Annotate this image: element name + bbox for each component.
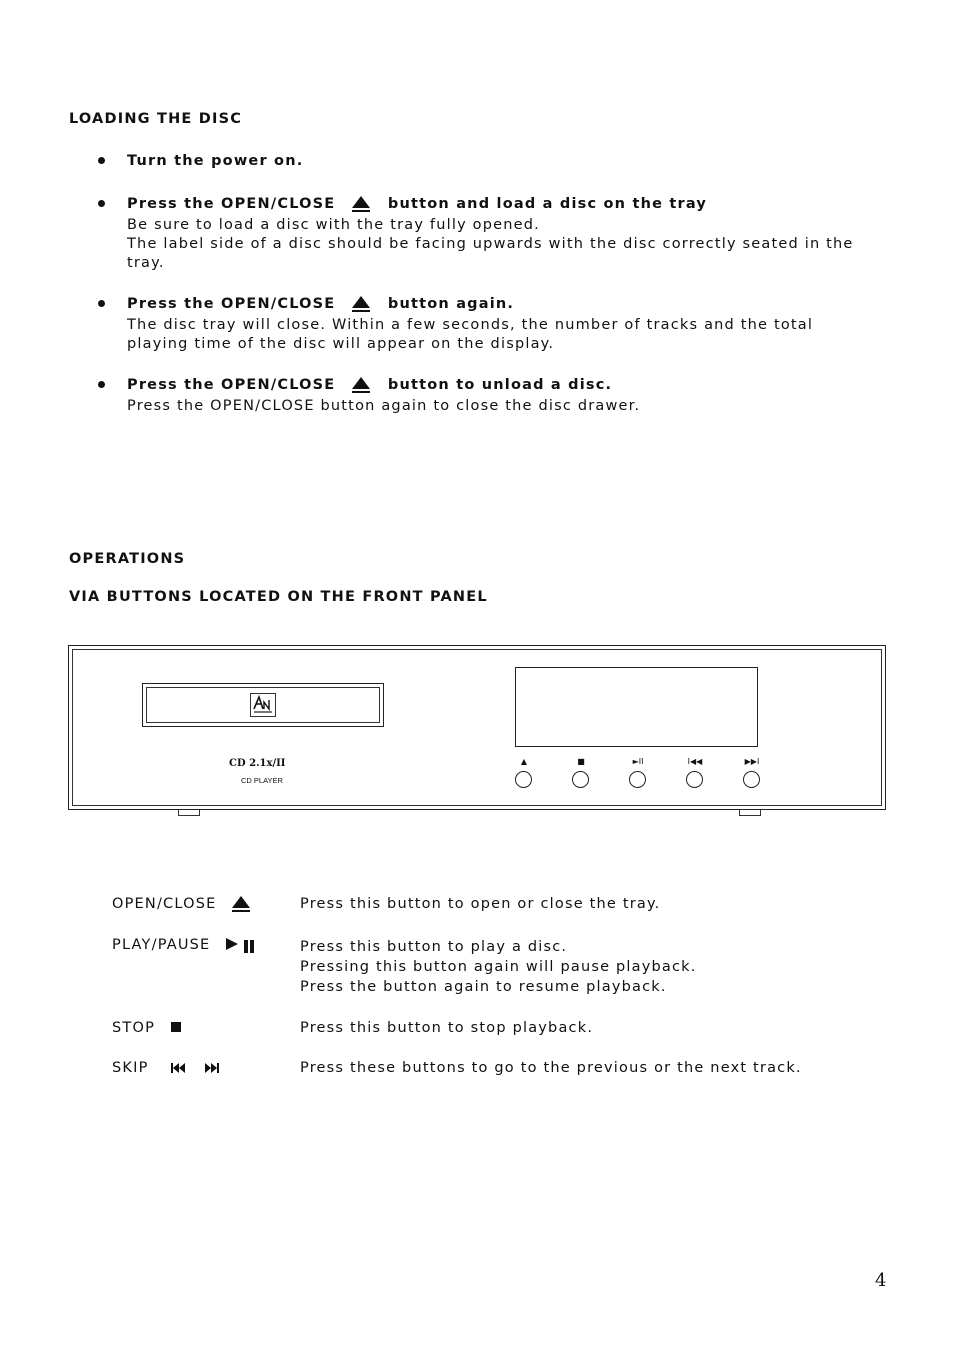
panel-stop-button: [572, 771, 589, 788]
panel-eject-button: [515, 771, 532, 788]
section-heading-loading: LOADING THE DISC: [69, 111, 243, 127]
button-description: [300, 896, 661, 912]
model-label: CD 2.1x/II: [229, 758, 286, 769]
brand-logo: [250, 693, 276, 717]
disc-tray: [142, 683, 384, 727]
button-label-skip: [112, 1060, 220, 1076]
panel-next-button: [743, 771, 760, 788]
button-label-open-close: [112, 896, 250, 912]
instruction-title-pre: Press the OPEN/CLOSE: [127, 296, 336, 312]
body-line: Press the OPEN/CLOSE button again to close the disc drawer.: [127, 398, 641, 414]
section-subheading: VIA BUTTONS LOCATED ON THE FRONT PANEL: [69, 589, 488, 605]
button-name: SKIP: [112, 1060, 149, 1076]
bullet: [98, 200, 105, 207]
eject-icon: ▲: [520, 757, 528, 766]
previous-track-icon: [170, 1062, 186, 1074]
play-pause-icon: ►II: [632, 757, 644, 766]
audio-note-logo-icon: [251, 694, 275, 716]
play-pause-icon: [224, 937, 254, 953]
description-line: Pressing this button again will pause playback.: [300, 959, 697, 975]
instruction-title-post: button to unload a disc.: [387, 377, 613, 393]
stop-icon: ■: [577, 757, 585, 766]
eject-icon: [232, 896, 250, 912]
body-line: The label side of a disc should be facing upwards with the disc correctly seated in the: [127, 236, 854, 252]
button-name: PLAY/PAUSE: [112, 937, 211, 953]
device-foot-left: [178, 810, 200, 816]
button-label-play-pause: [112, 937, 254, 953]
instruction-title: [127, 377, 612, 393]
front-panel-inner-border: [72, 649, 882, 806]
button-description: [300, 937, 697, 997]
instruction-title-pre: Press the OPEN/CLOSE: [127, 196, 336, 212]
previous-track-icon: I◀◀: [687, 757, 703, 766]
instruction-title: [127, 196, 707, 212]
description-line: Press this button to stop playback.: [300, 1020, 594, 1036]
bullet: [98, 381, 105, 388]
instruction-title-pre: Press the OPEN/CLOSE: [127, 377, 336, 393]
button-description: [300, 1060, 802, 1076]
next-track-icon: ▶▶I: [744, 757, 760, 766]
instruction-body: [127, 397, 640, 416]
front-panel-illustration: [68, 645, 886, 810]
play-pause-icon: [224, 937, 254, 953]
body-line: tray.: [127, 255, 165, 271]
page-number: 4: [875, 1270, 887, 1291]
panel-play-pause-button: [629, 771, 646, 788]
section-heading-operations: OPERATIONS: [69, 551, 186, 567]
body-line: The disc tray will close. Within a few seconds, the number of tracks and the total: [127, 317, 814, 333]
body-line: playing time of the disc will appear on the display.: [127, 336, 555, 352]
eject-icon: [352, 296, 370, 312]
body-line: Be sure to load a disc with the tray fully opened.: [127, 217, 540, 233]
eject-icon: [352, 377, 370, 393]
button-name: OPEN/CLOSE: [112, 896, 217, 912]
next-track-icon: [204, 1062, 220, 1074]
bullet: [98, 157, 105, 164]
button-name: STOP: [112, 1020, 156, 1036]
instruction-title: Turn the power on.: [127, 153, 304, 169]
instruction-title-post: button again.: [387, 296, 515, 312]
instruction-title-post: button and load a disc on the tray: [387, 196, 708, 212]
device-foot-right: [739, 810, 761, 816]
description-line: Press the button again to resume playback.: [300, 979, 667, 995]
button-description: [300, 1020, 593, 1036]
description-line: Press this button to play a disc.: [300, 939, 568, 955]
panel-previous-button: [686, 771, 703, 788]
bullet: [98, 300, 105, 307]
instruction-body: [127, 216, 854, 273]
button-label-stop: [112, 1020, 181, 1036]
instruction-title: [127, 296, 514, 312]
instruction-body: [127, 316, 813, 354]
description-line: Press this button to open or close the tray.: [300, 896, 661, 912]
eject-icon: [352, 196, 370, 212]
description-line: Press these buttons to go to the previous or the next track.: [300, 1060, 802, 1076]
display-window: [515, 667, 758, 747]
stop-icon: [171, 1022, 181, 1032]
device-type-label: CD PLAYER: [241, 776, 283, 785]
